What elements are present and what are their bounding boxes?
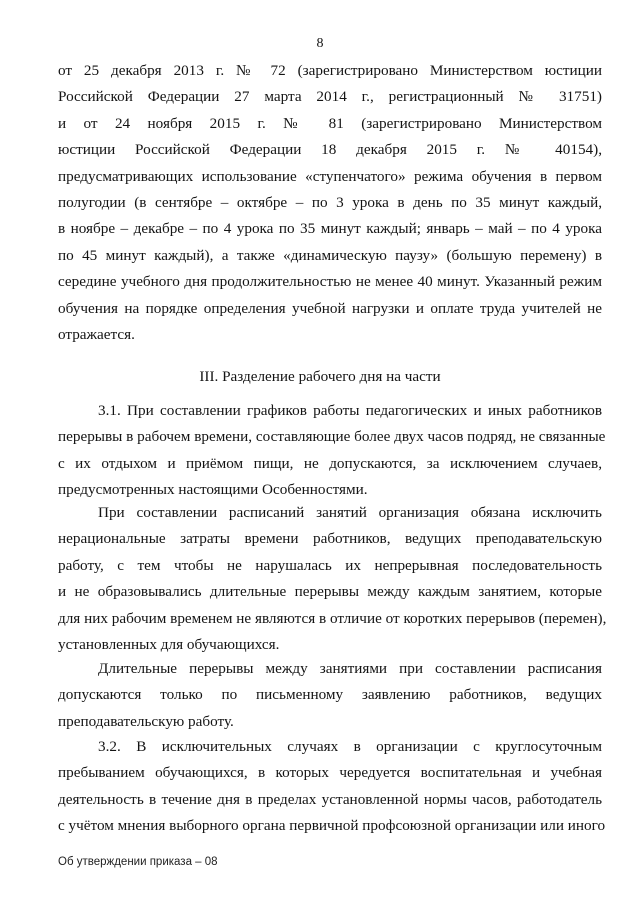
section-heading: III. Разделение рабочего дня на части: [199, 368, 441, 385]
text-line: юстиции Российской Федерации 18 декабря 2015 г. № 40154),: [58, 141, 602, 159]
text-line: для них рабочим временем не являются в отличие от коротких перерывов (перемен),: [58, 609, 607, 627]
paragraph-long-breaks: [58, 656, 602, 735]
text-line: по 45 минут каждый), а также «динамическую паузу» (большую перемену) в: [58, 246, 602, 264]
paragraph-schedules: [58, 500, 607, 658]
paragraph-3-1: [58, 398, 606, 504]
page-number: 8: [316, 36, 324, 51]
text-line: предусмотренных настоящими Особенностями.: [58, 481, 368, 499]
text-line: преподавательскую работу.: [58, 712, 234, 730]
text-line: полугодии (в сентябре – октябре – по 3 урока в день по 35 минут каждый,: [58, 193, 602, 211]
text-line: работу, с тем чтобы не нарушалась их непрерывная последовательность: [58, 556, 602, 574]
text-line: в ноябре – декабре – по 4 урока по 35 минут каждый; январь – май – по 4 урока: [58, 220, 602, 238]
text-line: середине учебного дня продолжительностью не менее 40 минут. Указанный режим: [58, 273, 602, 291]
text-line: допускаются только по письменному заявлению работников, ведущих: [58, 686, 602, 704]
text-line: перерывы в рабочем времени, составляющие более двух часов подряд, не связанные: [58, 428, 606, 446]
paragraph-3-2: [58, 734, 606, 840]
paragraph-continuation: [58, 58, 602, 348]
text-line: отражается.: [58, 325, 135, 343]
text-line: Российской Федерации 27 марта 2014 г., регистрационный № 31751): [58, 88, 602, 106]
text-line: предусматривающих использование «ступенчатого» режима обучения в первом: [58, 167, 602, 185]
text-line: с учётом мнения выборного органа первичной профсоюзной организации или иного: [58, 817, 606, 835]
page-footer: Об утверждении приказа – 08: [58, 856, 218, 868]
text-line: установленных для обучающихся.: [58, 635, 280, 653]
text-line: 3.1. При составлении графиков работы педагогических и иных работников: [98, 402, 602, 419]
text-line: При составлении расписаний занятий организация обязана исключить: [98, 504, 602, 521]
text-line: обучения на порядке определения учебной нагрузки и оплате труда учителей не: [58, 299, 602, 317]
text-line: от 25 декабря 2013 г. № 72 (зарегистрировано Министерством юстиции: [58, 62, 602, 79]
text-line: Длительные перерывы между занятиями при составлении расписания: [98, 660, 602, 677]
text-line: нерациональные затраты времени работников, ведущих преподавательскую: [58, 530, 602, 548]
text-line: с их отдыхом и приёмом пищи, не допускаются, за исключением случаев,: [58, 454, 602, 472]
text-line: и от 24 ноября 2015 г. № 81 (зарегистрировано Министерством: [58, 114, 602, 132]
text-line: и не образовывались длительные перерывы между каждым занятием, которые: [58, 583, 602, 601]
text-line: деятельность в течение дня в пределах установленной нормы часов, работодатель: [58, 790, 602, 808]
text-line: 3.2. В исключительных случаях в организации с круглосуточным: [98, 738, 602, 755]
text-line: пребыванием обучающихся, в которых чередуется воспитательная и учебная: [58, 764, 602, 782]
